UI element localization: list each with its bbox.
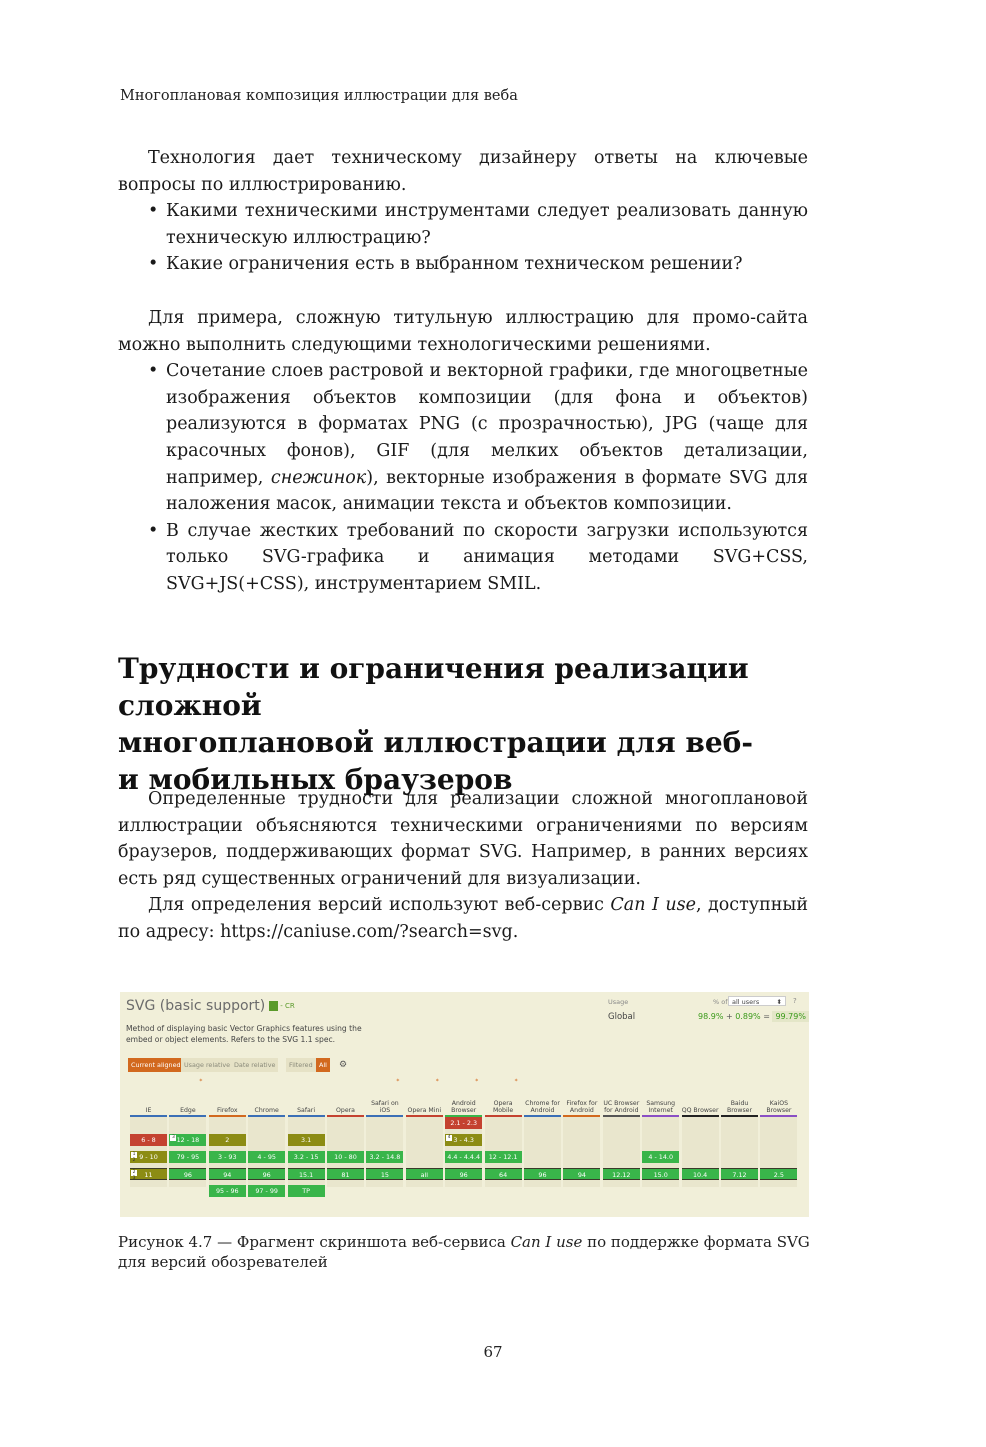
usage-total: 99.79% <box>772 1011 809 1022</box>
feature-description: Method of displaying basic Vector Graphics features using the embed or object elements. Refers to the SVG 1.1 spec. <box>126 1024 362 1044</box>
feature-title-text: SVG (basic support) <box>126 998 266 1014</box>
section-paragraph: Определенные трудности для реализации сложной многоплановой иллюстрации объясняются техническими ограничениями по версиям браузеров, поддерживающих формат SVG. Например, в ранних версиях есть ряд существенных ограничений для визуализации. <box>118 789 808 889</box>
version-cell[interactable]: 4.4 - 4.4.4 <box>445 1151 482 1163</box>
date-relative-button[interactable]: Date relative <box>231 1058 278 1072</box>
feature-title <box>126 998 295 1014</box>
version-cell[interactable]: 2 <box>209 1134 246 1146</box>
browser-name-text: Opera Mini <box>407 1106 442 1114</box>
browser-name <box>721 1078 758 1114</box>
version-cell[interactable]: 3.2 - 15 <box>288 1151 325 1163</box>
browser-name-text: Firefox <box>217 1106 238 1114</box>
prefix-note-star: * <box>514 1078 518 1085</box>
version-cell[interactable]: 4 - 14.0 <box>642 1151 679 1163</box>
browser-name <box>445 1078 482 1114</box>
select-arrow-icon: ⬍ <box>776 998 782 1006</box>
browser-name-text: Edge <box>180 1106 196 1114</box>
caniuse-screenshot <box>120 992 809 1217</box>
caption-text: Рисунок 4.7 — Фрагмент скриншота веб-сервиса <box>118 1233 511 1251</box>
usage-users-select[interactable] <box>728 996 786 1006</box>
version-cell[interactable]: 7.12 <box>721 1168 758 1180</box>
version-cell[interactable]: 96 <box>169 1168 206 1180</box>
intro-block <box>118 145 808 278</box>
version-cell[interactable]: 94 <box>209 1168 246 1180</box>
emphasis-text: Can I use <box>610 895 696 916</box>
browser-name <box>760 1078 797 1114</box>
example-list <box>118 358 808 597</box>
figure-caption <box>118 1232 810 1272</box>
version-cell[interactable]: 9 - 10 1 2 <box>130 1151 167 1163</box>
list-item: • Какими техническими инструментами следует реализовать данную техническую иллюстрацию? <box>118 198 808 251</box>
browser-name <box>327 1078 364 1114</box>
version-cell[interactable]: 94 <box>563 1168 600 1180</box>
usage-equals: = <box>763 1012 770 1021</box>
version-cell[interactable]: 3 - 93 <box>209 1151 246 1163</box>
running-head: Многоплановая композиция иллюстрации для веба <box>120 88 518 104</box>
current-aligned-button[interactable]: Current aligned <box>128 1058 184 1072</box>
intro-paragraph: Технология дает техническому дизайнеру ответы на ключевые вопросы по иллюстрированию. <box>118 148 808 195</box>
version-cell[interactable]: 96 <box>524 1168 561 1180</box>
usage-relative-button[interactable]: Usage relative <box>181 1058 233 1072</box>
version-cell[interactable]: all <box>406 1168 443 1180</box>
note-marker: 1 2 <box>132 1152 136 1163</box>
browser-name <box>485 1078 522 1114</box>
usage-partial: 0.89% <box>735 1012 761 1021</box>
browser-name-text: Samsung Internet <box>646 1099 676 1114</box>
section-body <box>118 786 808 946</box>
browser-name <box>406 1078 443 1114</box>
usage-plus: + <box>725 1012 733 1021</box>
browser-name <box>209 1078 246 1114</box>
browser-name <box>366 1078 403 1114</box>
browser-name-text: Safari <box>297 1106 316 1114</box>
version-cell[interactable]: 12 - 12.1 <box>485 1151 522 1163</box>
browser-name <box>682 1078 719 1114</box>
emphasis-text: Can I use <box>510 1233 583 1251</box>
gear-icon[interactable]: ⚙ <box>339 1060 348 1070</box>
spec-document-icon <box>269 1001 278 1011</box>
example-paragraph: Для примера, сложную титульную иллюстрацию для промо-сайта можно выполнить следующими технологическими решениями. <box>118 308 808 355</box>
browser-name <box>524 1078 561 1114</box>
browser-name <box>603 1078 640 1114</box>
version-cell[interactable]: 81 <box>327 1168 364 1180</box>
usage-region: Global <box>608 1012 636 1022</box>
usage-numbers <box>698 1012 809 1021</box>
version-cell[interactable]: 6 - 8 <box>130 1134 167 1146</box>
filtered-button[interactable]: Filtered <box>286 1058 316 1072</box>
prefix-note-star: * <box>475 1078 479 1085</box>
all-button[interactable]: All <box>316 1058 330 1072</box>
version-cell[interactable]: 2.1 - 2.3 <box>445 1117 482 1129</box>
intro-list <box>118 198 808 278</box>
bullet-text: Сочетание слоев растровой и векторной графики, где многоцветные изображения объектов композиции (для фона и объектов) реализуются в форматах PNG (с прозрачностью), JPG (чаще для красочных фонов), GIF (для мелких объектов детализации, например, <box>166 361 808 488</box>
browser-name-text: Chrome for Android <box>525 1099 560 1114</box>
version-cell[interactable]: 96 <box>445 1168 482 1180</box>
spec-status: - CR <box>280 1002 295 1010</box>
browser-name <box>130 1078 167 1114</box>
bullet-text: ), векторные изображения в формате SVG для наложения масок, анимации текста и объектов композиции. <box>166 467 808 515</box>
version-cell[interactable]: 11 2 3 <box>130 1168 167 1180</box>
usage-label: Usage <box>608 998 629 1006</box>
version-cell[interactable]: 10.4 <box>682 1168 719 1180</box>
version-cell[interactable]: 10 - 80 <box>327 1151 364 1163</box>
browser-name-text: Android Browser <box>451 1099 477 1114</box>
browser-name-text: IE <box>145 1106 152 1114</box>
browser-name-text: Firefox for Android <box>566 1099 598 1114</box>
note-marker: 3 <box>171 1135 175 1140</box>
heading-line: многоплановой иллюстрации для веб- <box>118 726 753 759</box>
browser-name-text: Opera Mobile <box>492 1099 514 1114</box>
browser-name-text: KaiOS Browser <box>766 1099 792 1114</box>
prefix-note-star: * <box>396 1078 400 1085</box>
browser-name-text: Safari on iOS <box>371 1099 399 1114</box>
help-button[interactable]: ? <box>793 997 797 1005</box>
page-number: 67 <box>483 1343 503 1361</box>
version-cell[interactable]: 15.0 <box>642 1168 679 1180</box>
version-cell[interactable]: 97 - 99 <box>248 1185 285 1197</box>
prefix-note-star: * <box>199 1078 203 1085</box>
list-item <box>118 358 808 518</box>
usage-of-label: % of <box>713 998 728 1006</box>
heading-line: Трудности и ограничения реализации сложной <box>118 652 749 722</box>
browser-name <box>642 1078 679 1114</box>
version-cell[interactable]: 64 <box>485 1168 522 1180</box>
browser-name-text: UC Browser for Android <box>603 1099 640 1114</box>
browser-name-text: Opera <box>336 1106 355 1114</box>
paragraph-text: Для определения версий используют веб-сервис <box>148 895 611 916</box>
section-paragraph <box>118 892 808 945</box>
version-cell[interactable]: 3 - 4.3 4 <box>445 1134 482 1146</box>
browser-name-text: Chrome <box>254 1106 279 1114</box>
version-cell[interactable]: 2.5 <box>760 1168 797 1180</box>
browser-name-text: QQ Browser <box>681 1106 719 1114</box>
list-item: • В случае жестких требований по скорости загрузки используются только SVG-графика и анимация методами SVG+CSS, SVG+JS(+CSS), инструментарием SMIL. <box>118 518 808 598</box>
version-cell[interactable]: 79 - 95 <box>169 1151 206 1163</box>
emphasis-text: снежинок <box>270 467 367 488</box>
version-cell[interactable]: 15.1 <box>288 1168 325 1180</box>
section-heading <box>118 650 818 798</box>
browser-name <box>563 1078 600 1114</box>
caption-text: по поддержке формата SVG для версий обозревателей <box>118 1233 810 1271</box>
version-cell[interactable]: 15 <box>366 1168 403 1180</box>
version-cell[interactable]: 96 <box>248 1168 285 1180</box>
version-cell[interactable]: 4 - 95 <box>248 1151 285 1163</box>
version-cell[interactable]: 12 - 18 3 <box>169 1134 206 1146</box>
prefix-note-star: * <box>435 1078 439 1085</box>
browser-name <box>248 1078 285 1114</box>
version-cell[interactable]: 12.12 <box>603 1168 640 1180</box>
example-block <box>118 305 808 598</box>
paragraph-text: , доступный по адресу: https://caniuse.com/?search=svg. <box>118 895 809 942</box>
usage-supported: 98.9% <box>698 1012 724 1021</box>
version-cell[interactable]: 3.1 <box>288 1134 325 1146</box>
version-cell[interactable]: 3.2 - 14.8 <box>366 1151 403 1163</box>
browser-name <box>288 1078 325 1114</box>
list-item: • Какие ограничения есть в выбранном техническом решении? <box>118 251 808 278</box>
version-cell[interactable]: 95 - 96 <box>209 1185 246 1197</box>
heading-line: и мобильных браузеров <box>118 763 513 796</box>
version-cell[interactable]: TP <box>288 1185 325 1197</box>
note-marker: 2 3 <box>132 1170 136 1181</box>
browser-name-text: Baidu Browser <box>726 1099 753 1114</box>
note-marker: 4 <box>447 1135 451 1140</box>
browser-name <box>169 1078 206 1114</box>
usage-select-value: all users <box>732 998 760 1006</box>
